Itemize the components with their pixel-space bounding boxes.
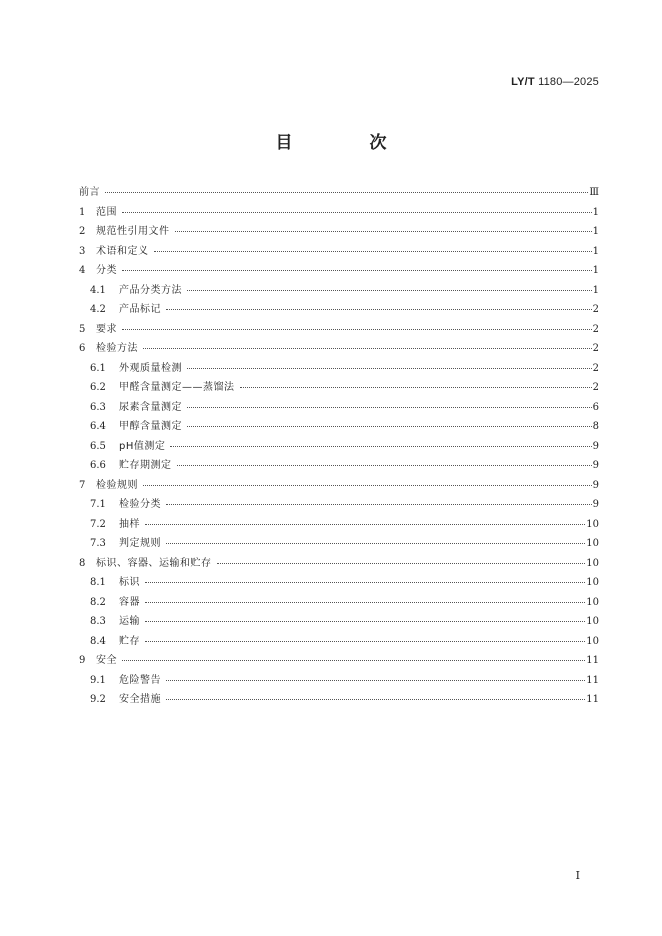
- toc-entry-page: Ⅲ: [589, 187, 599, 198]
- toc-leader-dots: [143, 340, 592, 349]
- toc-entry[interactable]: [79, 534, 599, 554]
- toc-entry-page: 2: [592, 343, 599, 354]
- toc-entry-label: 前言: [79, 187, 100, 198]
- toc-entry-page: 8: [592, 421, 599, 432]
- toc-leader-dots: [177, 457, 592, 466]
- toc-leader-dots: [187, 399, 592, 408]
- toc-leader-dots: [122, 652, 585, 661]
- toc-entry-label: 标识、容器、运输和贮存: [96, 557, 212, 569]
- toc-entry-label: 安全措施: [119, 694, 161, 705]
- toc-entry-number: 6: [79, 343, 86, 354]
- toc-entry-label: 外观质量检测: [119, 362, 182, 374]
- toc-entry-number: 8.2: [90, 596, 106, 608]
- toc-leader-dots: [122, 262, 592, 271]
- toc-entry-number: 6.4: [90, 421, 106, 432]
- toc-entry-page: 2: [592, 382, 599, 393]
- toc-entry-number: 8.4: [90, 635, 106, 647]
- toc-entry-number: 7.3: [90, 538, 106, 549]
- toc-entry-page: 9: [592, 499, 599, 510]
- toc-leader-dots: [187, 418, 592, 427]
- document-code: [511, 76, 599, 88]
- toc-entry-label: 检验规则: [96, 479, 138, 491]
- toc-entry[interactable]: [79, 203, 599, 223]
- toc-entry-page: 1: [592, 206, 599, 218]
- toc-entry[interactable]: [79, 417, 599, 437]
- toc-entry-number: 3: [79, 245, 86, 257]
- toc-entry-label: 容器: [119, 596, 140, 608]
- toc-entry-number: 4: [79, 265, 86, 276]
- toc-entry-number: 7.2: [90, 518, 106, 530]
- toc-entry-page: 1: [592, 245, 599, 257]
- toc-entry[interactable]: [79, 651, 599, 671]
- toc-leader-dots: [122, 204, 592, 213]
- toc-entry[interactable]: [79, 573, 599, 593]
- toc-leader-dots: [187, 282, 592, 291]
- toc-entry-number: 4.1: [90, 284, 106, 296]
- toc-leader-dots: [145, 574, 585, 583]
- toc-entry[interactable]: [79, 222, 599, 242]
- toc-entry-page: 10: [586, 557, 599, 569]
- toc-entry-label: 危险警告: [119, 674, 161, 686]
- toc-entry[interactable]: [79, 632, 599, 652]
- toc-entry-number: 6.5: [90, 440, 106, 452]
- toc-entry-number: 5: [79, 323, 86, 335]
- toc-entry[interactable]: [79, 515, 599, 535]
- toc-entry-page: 10: [586, 596, 599, 608]
- toc-entry-number: 6.6: [90, 460, 106, 471]
- toc-entry-page: 10: [586, 616, 599, 627]
- toc-entry-number: 4.2: [90, 304, 106, 315]
- toc-leader-dots: [166, 496, 592, 505]
- toc-entry-page: 2: [592, 362, 599, 374]
- toc-entry-label: 标识: [119, 577, 140, 588]
- toc-entry-label: 判定规则: [119, 538, 161, 549]
- toc-leader-dots: [175, 223, 592, 232]
- toc-entry-page: 1: [592, 284, 599, 296]
- toc-entry-number: 1: [79, 206, 86, 218]
- toc-entry-page: 11: [586, 674, 599, 686]
- toc-leader-dots: [105, 184, 588, 193]
- toc-entry-page: 9: [592, 479, 599, 491]
- toc-leader-dots: [166, 535, 585, 544]
- toc-entry-label: 抽样: [119, 518, 140, 530]
- toc-entry-number: 9.1: [90, 674, 106, 686]
- toc-entry-label: 要求: [96, 323, 117, 335]
- toc-entry-label: 分类: [96, 265, 117, 276]
- toc-entry-label: 甲醇含量测定: [119, 421, 182, 432]
- toc-entry[interactable]: [79, 612, 599, 632]
- toc-entry-label: 安全: [96, 655, 117, 666]
- document-code-number: 1180—2025: [538, 76, 599, 88]
- toc-leader-dots: [166, 301, 592, 310]
- toc-entry[interactable]: [79, 398, 599, 418]
- toc-entry-number: 8: [79, 557, 86, 569]
- toc-entry-page: 10: [586, 577, 599, 588]
- toc-leader-dots: [240, 379, 592, 388]
- toc-entry[interactable]: [79, 300, 599, 320]
- toc-entry[interactable]: [79, 690, 599, 710]
- toc-entry-page: 10: [586, 635, 599, 647]
- toc-entry-label: 贮存期测定: [119, 460, 172, 471]
- page-title: 目 次: [275, 133, 417, 153]
- toc-leader-dots: [145, 594, 585, 603]
- toc-entry-page: 1: [592, 226, 599, 237]
- toc-entry-label: 贮存: [119, 635, 140, 647]
- toc-entry[interactable]: [79, 320, 599, 340]
- toc-leader-dots: [217, 555, 586, 564]
- toc-entry-number: 8.3: [90, 616, 106, 627]
- toc-entry-label: 尿素含量测定: [119, 401, 182, 413]
- toc-entry[interactable]: [79, 242, 599, 262]
- toc-entry[interactable]: [79, 359, 599, 379]
- toc-entry-page: 1: [592, 265, 599, 276]
- toc-leader-dots: [122, 321, 592, 330]
- toc-entry-label: 检验方法: [96, 343, 138, 354]
- toc-entry-label: 检验分类: [119, 499, 161, 510]
- toc-leader-dots: [166, 672, 585, 681]
- toc-leader-dots: [145, 613, 585, 622]
- toc-leader-dots: [170, 438, 591, 447]
- toc-entry-page: 2: [592, 323, 599, 335]
- toc-entry[interactable]: [79, 378, 599, 398]
- toc-entry-page: 9: [592, 440, 599, 452]
- toc-entry[interactable]: [79, 476, 599, 496]
- toc-entry-number: 2: [79, 226, 86, 237]
- toc-entry[interactable]: [79, 437, 599, 457]
- toc-entry-number: 7: [79, 479, 86, 491]
- toc-entry[interactable]: [79, 261, 599, 281]
- toc-entry-label: 产品标记: [119, 304, 161, 315]
- toc-entry-number: 6.3: [90, 401, 106, 413]
- document-code-prefix: LY/T: [511, 76, 535, 88]
- toc-leader-dots: [145, 633, 585, 642]
- toc-entry-page: 11: [586, 694, 599, 705]
- toc-leader-dots: [143, 477, 592, 486]
- toc-entry-page: 2: [592, 304, 599, 315]
- toc-entry-page: 10: [586, 538, 599, 549]
- toc-entry-label: pH值测定: [119, 440, 166, 452]
- toc-entry-label: 术语和定义: [96, 245, 149, 257]
- toc-entry[interactable]: [79, 671, 599, 691]
- toc-entry[interactable]: [79, 593, 599, 613]
- toc-entry-number: 8.1: [90, 577, 106, 588]
- page-folio: I: [575, 869, 580, 882]
- toc-entry[interactable]: [79, 183, 599, 203]
- toc-entry-page: 10: [586, 518, 599, 530]
- toc-entry[interactable]: [79, 495, 599, 515]
- toc-entry-page: 9: [592, 460, 599, 471]
- toc-leader-dots: [166, 691, 585, 700]
- toc-entry[interactable]: [79, 281, 599, 301]
- toc-entry-page: 11: [586, 655, 599, 666]
- toc-entry-label: 产品分类方法: [119, 284, 182, 296]
- toc-entry-label: 甲醛含量测定——蒸馏法: [119, 382, 235, 393]
- toc-entry[interactable]: [79, 339, 599, 359]
- toc-entry[interactable]: [79, 456, 599, 476]
- toc-entry[interactable]: [79, 554, 599, 574]
- toc-entry-number: 7.1: [90, 499, 106, 510]
- toc-entry-number: 9.2: [90, 694, 106, 705]
- toc-entry-label: 范围: [96, 206, 117, 218]
- toc-leader-dots: [154, 243, 592, 252]
- table-of-contents: [79, 183, 599, 710]
- toc-entry-label: 规范性引用文件: [96, 226, 170, 237]
- toc-entry-number: 6.2: [90, 382, 106, 393]
- toc-entry-number: 6.1: [90, 362, 106, 374]
- toc-leader-dots: [187, 360, 592, 369]
- toc-entry-label: 运输: [119, 616, 140, 627]
- toc-leader-dots: [145, 516, 585, 525]
- toc-entry-page: 6: [592, 401, 599, 413]
- toc-entry-number: 9: [79, 655, 86, 666]
